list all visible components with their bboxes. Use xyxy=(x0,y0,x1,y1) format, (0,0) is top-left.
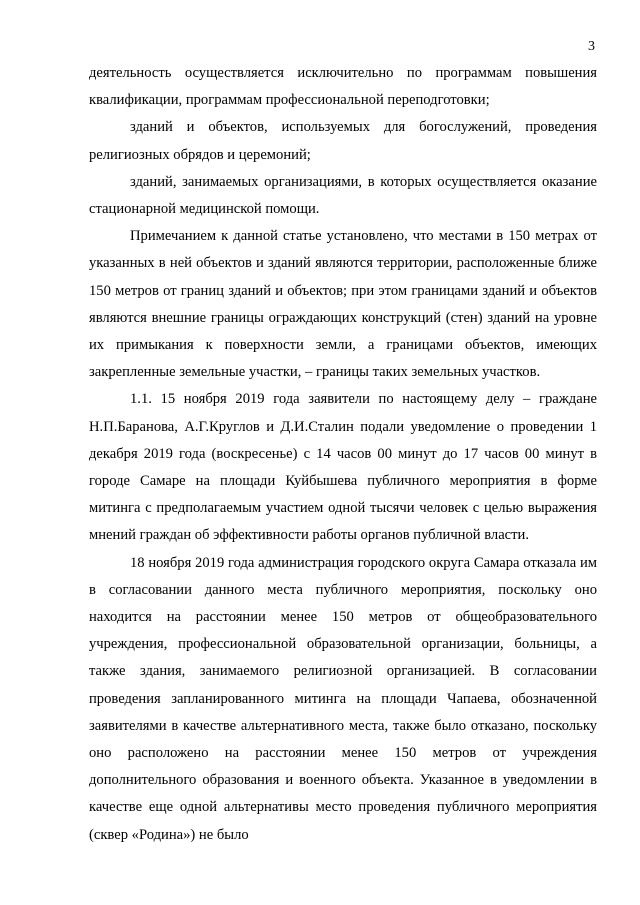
paragraph-medical-organizations: зданий, занимаемых организациями, в которых осуществляется оказание стационарной медицинской помощи. xyxy=(89,173,597,218)
paragraph-note-150-meters: Примечанием к данной статье установлено, что местами в 150 метрах от указанных в ней объектов и зданий являются территории, расположенные ближе 150 метров от границ зданий и объектов; при этом границами зданий и объектов являются внешние границы ограждающих конструкций (стен) зданий на уровне их примыкания к поверхности земли, а границами объектов, имеющих закрепленные земельные участки, – границы таких земельных участков. xyxy=(89,228,597,381)
page-number: 3 xyxy=(588,39,595,54)
paragraph-religious-buildings: зданий и объектов, используемых для богослужений, проведения религиозных обрядов и церемоний; xyxy=(89,119,597,163)
paragraph-continuation: деятельность осуществляется исключительно по программам повышения квалификации, программам профессиональной переподготовки; xyxy=(89,65,597,109)
paragraph-section-1-1: 1.1. 15 ноября 2019 года заявители по настоящему делу – граждане Н.П.Баранова, А.Г.Круглов и Д.И.Сталин подали уведомление о проведении 1 декабря 2019 года (воскресенье) с 14 часов 00 минут до 17 часов 00 минут в городе Самаре на площади Куйбышева публичного мероприятия в форме митинга с предполагаемым участием одной тысячи человек с целью выражения мнений граждан об эффективности работы органов публичной власти. xyxy=(89,391,597,544)
document-body xyxy=(89,60,597,849)
paragraph-refusal: 18 ноября 2019 года администрация городского округа Самара отказала им в согласовании данного места публичного мероприятия, поскольку оно находится на расстоянии менее 150 метров от общеобразовательного учреждения, профессиональной образовательной организации, больницы, а также здания, занимаемого религиозной организацией. В согласовании проведения запланированного митинга на площади Чапаева, обозначенной заявителями в качестве альтернативного места, также было отказано, поскольку оно расположено на расстоянии менее 150 метров от учреждения дополнительного образования и военного объекта. Указанное в уведомлении в качестве еще одной альтернативы место проведения публичного мероприятия (сквер «Родина») не было xyxy=(89,554,597,843)
